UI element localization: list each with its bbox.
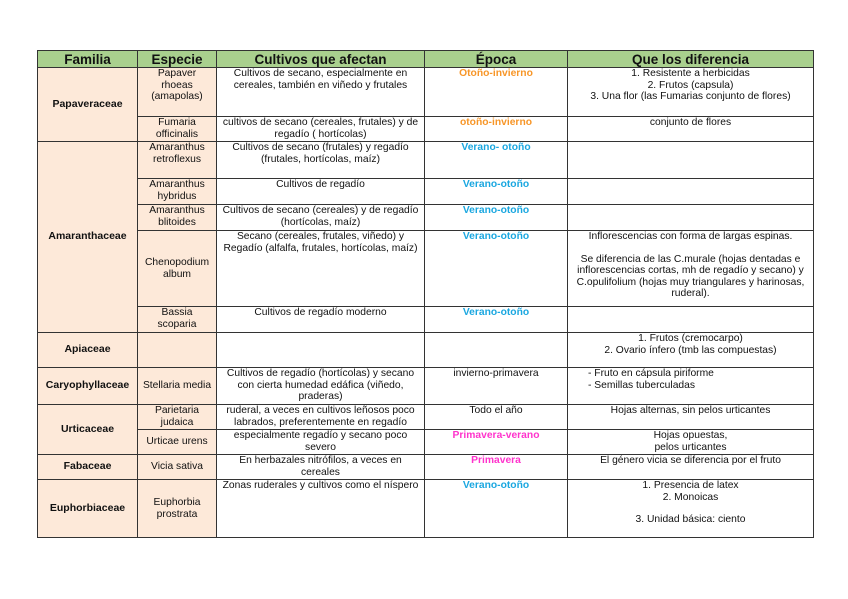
spacer — [571, 503, 810, 514]
diff-chenopodium — [568, 231, 814, 307]
diff-item: Hojas opuestas, — [653, 430, 728, 441]
diff-item: Se diferencia de las C.murale (hojas dentadas e inflorescencias cortas, mh de regadío y secano) y C.opulifolium (hojas muy triangulares y harinosas, ruderal). — [576, 253, 805, 300]
crops-parietaria: ruderal, a veces en cultivos leñosos poco labrados, preferentemente en regadío — [217, 405, 425, 430]
crops-fumaria: cultivos de secano (cereales, frutales) y de regadío ( hortícolas) — [217, 117, 425, 142]
diff-item: 2. Ovario ínfero (tmb las compuestas) — [604, 344, 777, 356]
diff-item: 3. Una flor (las Fumarias conjunto de flores) — [590, 91, 791, 103]
species-urtica: Urticae urens — [138, 430, 217, 455]
table-row — [38, 117, 814, 142]
header-row — [38, 51, 814, 68]
species-stellaria: Stellaria media — [138, 368, 217, 405]
table-row — [38, 307, 814, 333]
diff-vicia: El género vicia se diferencia por el fruto — [568, 455, 814, 480]
diff-retroflexus — [568, 142, 814, 179]
crops-papaver: Cultivos de secano, especialmente en cereales, también en viñedo y frutales — [217, 68, 425, 117]
crops-retroflexus: Cultivos de secano (frutales) y regadío (frutales, hortícolas, maíz) — [217, 142, 425, 179]
crops-apiaceae — [217, 333, 425, 368]
species-papaver: Papaver rhoeas (amapolas) — [138, 68, 217, 117]
diff-parietaria: Hojas alternas, sin pelos urticantes — [568, 405, 814, 430]
table-row — [38, 68, 814, 117]
crops-chenopodium: Secano (cereales, frutales, viñedo) y Regadío (alfalfa, frutales, hortícolas, maíz) — [217, 231, 425, 307]
family-euphorbiaceae: Euphorbiaceae — [38, 480, 138, 538]
season-blitoides: Verano-otoño — [425, 205, 568, 231]
header-diferencia: Que los diferencia — [568, 51, 814, 68]
diff-item: - Fruto en cápsula piriforme — [588, 368, 714, 379]
diff-bassia — [568, 307, 814, 333]
season-chenopodium: Verano-otoño — [425, 231, 568, 307]
crops-urtica: especialmente regadío y secano poco severo — [217, 430, 425, 455]
weeds-table — [37, 50, 814, 538]
diff-papaver — [568, 68, 814, 117]
family-caryophyllaceae: Caryophyllaceae — [38, 368, 138, 405]
diff-item: - Semillas tuberculadas — [588, 379, 696, 391]
diff-item: pelos urticantes — [654, 441, 727, 453]
family-urticaceae: Urticaceae — [38, 405, 138, 455]
species-bassia: Bassia scoparia — [138, 307, 217, 333]
family-amaranthaceae: Amaranthaceae — [38, 142, 138, 333]
diff-item: 1. Presencia de latex — [642, 480, 739, 491]
species-fumaria: Fumaria officinalis — [138, 117, 217, 142]
diff-item: 1. Resistente a herbicidas — [631, 68, 750, 79]
diff-item: 1. Frutos (cremocarpo) — [638, 333, 743, 344]
diff-hybridus — [568, 179, 814, 205]
season-fumaria: otoño-invierno — [425, 117, 568, 142]
family-papaveraceae: Papaveraceae — [38, 68, 138, 142]
family-apiaceae: Apiaceae — [38, 333, 138, 368]
species-apiaceae — [138, 333, 217, 368]
diff-item: 3. Unidad básica: ciento — [635, 514, 746, 526]
diff-item: 2. Monoicas — [662, 491, 719, 503]
species-retroflexus: Amaranthus retroflexus — [138, 142, 217, 179]
species-blitoides: Amaranthus blitoides — [138, 205, 217, 231]
table-row — [38, 430, 814, 455]
crops-euphorbia: Zonas ruderales y cultivos como el níspero — [217, 480, 425, 538]
season-bassia: Verano-otoño — [425, 307, 568, 333]
season-urtica: Primavera-verano — [425, 430, 568, 455]
table-row — [38, 205, 814, 231]
table-row — [38, 368, 814, 405]
season-parietaria: Todo el año — [425, 405, 568, 430]
crops-bassia: Cultivos de regadío moderno — [217, 307, 425, 333]
table-row — [38, 455, 814, 480]
spacer — [571, 243, 810, 254]
diff-apiaceae — [568, 333, 814, 368]
season-euphorbia: Verano-otoño — [425, 480, 568, 538]
species-chenopodium: Chenopodium album — [138, 231, 217, 307]
header-familia: Familia — [38, 51, 138, 68]
season-retroflexus: Verano- otoño — [425, 142, 568, 179]
season-papaver: Otoño-invierno — [425, 68, 568, 117]
header-cultivos: Cultivos que afectan — [217, 51, 425, 68]
table-row — [38, 480, 814, 538]
table-row — [38, 231, 814, 307]
diff-urtica — [568, 430, 814, 455]
species-vicia: Vicia sativa — [138, 455, 217, 480]
season-stellaria: invierno-primavera — [425, 368, 568, 405]
crops-vicia: En herbazales nitrófilos, a veces en cereales — [217, 455, 425, 480]
season-hybridus: Verano-otoño — [425, 179, 568, 205]
table-row — [38, 179, 814, 205]
header-especie: Especie — [138, 51, 217, 68]
diff-euphorbia — [568, 480, 814, 538]
diff-item: Inflorescencias con forma de largas espinas. — [588, 231, 793, 242]
diff-fumaria: conjunto de flores — [568, 117, 814, 142]
crops-hybridus: Cultivos de regadío — [217, 179, 425, 205]
family-fabaceae: Fabaceae — [38, 455, 138, 480]
diff-stellaria — [568, 368, 814, 405]
table-row — [38, 333, 814, 368]
table-row — [38, 405, 814, 430]
crops-stellaria: Cultivos de regadío (hortícolas) y secano con cierta humedad edáfica (viñedo, praderas) — [217, 368, 425, 405]
diff-item: 2. Frutos (capsula) — [647, 79, 734, 91]
species-euphorbia: Euphorbia prostrata — [138, 480, 217, 538]
header-epoca: Época — [425, 51, 568, 68]
season-vicia: Primavera — [425, 455, 568, 480]
diff-blitoides — [568, 205, 814, 231]
crops-blitoides: Cultivos de secano (cereales) y de regadío (hortícolas, maíz) — [217, 205, 425, 231]
season-apiaceae — [425, 333, 568, 368]
species-hybridus: Amaranthus hybridus — [138, 179, 217, 205]
table-row — [38, 142, 814, 179]
species-parietaria: Parietaria judaica — [138, 405, 217, 430]
